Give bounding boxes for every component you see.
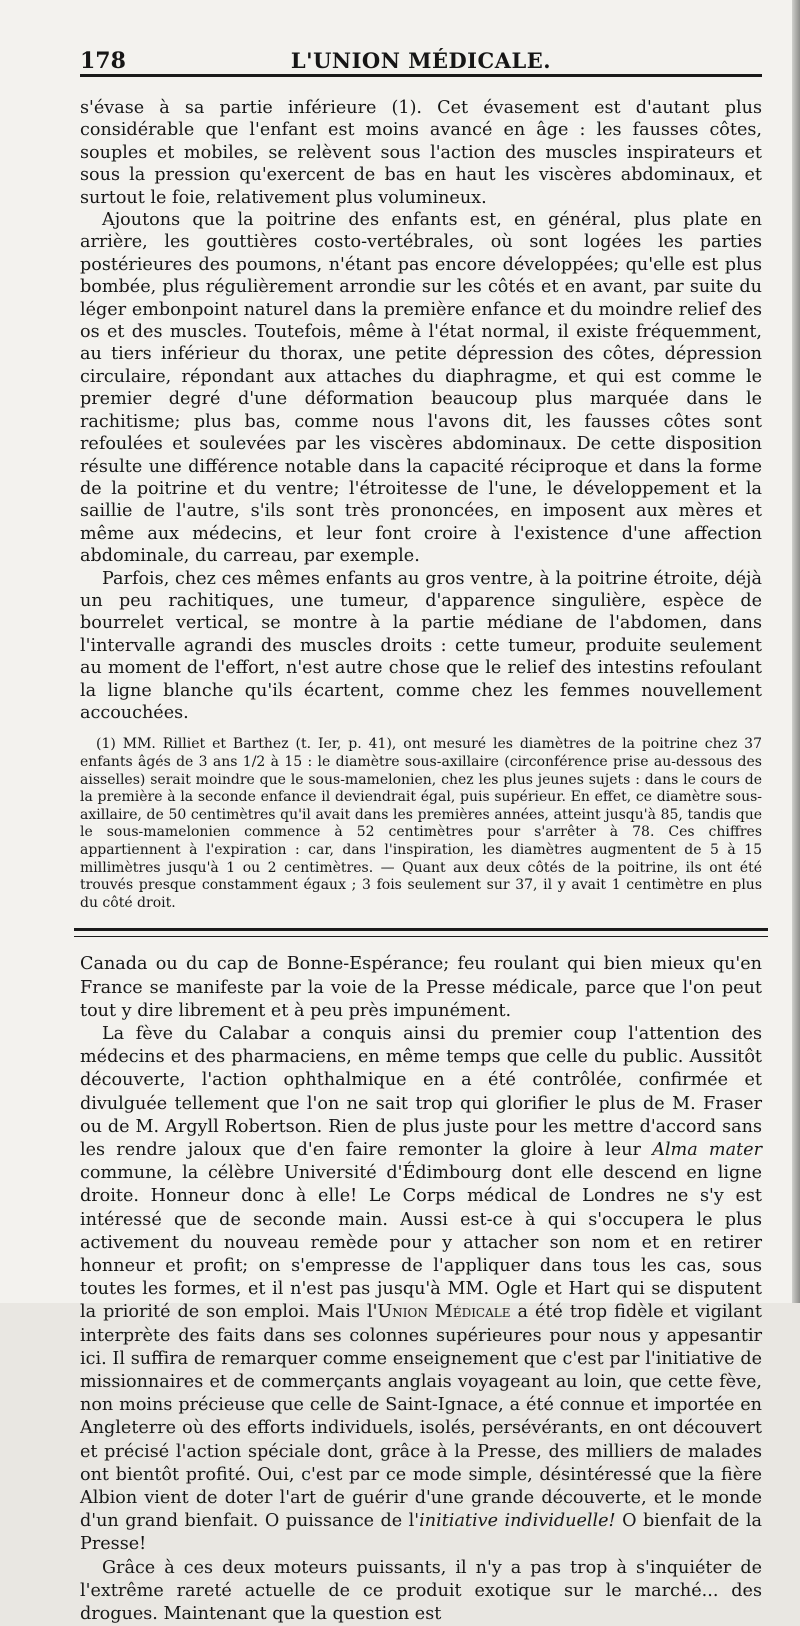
- text-run: a été trop fidèle et vigilant interprète des faits dans ses colonnes supérieures pour nous y appesantir ici. Il suffira de remarquer comme enseignement que c'est par l'initiative de missionnaires et de commerçants anglais voyageant au loin, que cette fève, non moins précieuse que celle de Saint-Ignace, a été connue et importée en Angleterre où des efforts individuels, isolés, persévérants, en ont découvert et précisé l'action spéciale dont, grâce à la Presse, des milliers de malades ont bientôt profité. Oui, c'est par ce mode simple, désintéressé que la fière Albion vient de doter l'art de guérir d'une grande découverte, et le monde d'un grand bienfait. O puissance de l': [80, 1302, 762, 1532]
- page-number: 178: [80, 48, 126, 74]
- text-run: commune, la célèbre Université d'Édimbourg dont elle descend en ligne droite. Honneur donc à elle! Le Corps médical de Londres ne s'y est intéressé que de seconde main. Aussi est-ce à qui s'occupera le plus activement du nouveau remède pour y attacher son nom et en retirer honneur et profit; on s'empresse de l'appliquer dans tous les cas, sous toutes les formes, et il n'est pas jusqu'à MM. Ogle et Hart qui se disputent la priorité de son emploi. Mais l': [80, 1163, 762, 1323]
- feuilleton-paragraph: Grâce à ces deux moteurs puissants, il n'y a pas trop à s'inquiéter de l'extrême rareté actuelle de ce produit exotique sur le marché... des drogues. Maintenant que la question est: [80, 1557, 762, 1624]
- text-run: La fève du Calabar a conquis ainsi du premier coup l'attention des médecins et des pharmaciens, en même temps que celle du public. Aussitôt découverte, l'action ophthalmique en a été contrôlée, confirmée et divulguée tellement que l'on ne sait trop qui glorifier le plus de M. Fraser ou de M. Argyll Robertson. Rien de plus juste pour les mettre d'accord sans les rendre jaloux que d'en faire remonter la gloire à leur: [80, 1023, 762, 1160]
- article-paragraph: Parfois, chez ces mêmes enfants au gros ventre, à la poitrine étroite, déjà un peu rachitiques, une tumeur, d'apparence singulière, espèce de bourrelet vertical, se montre à la partie médiane de l'abdomen, dans l'intervalle agrandi des muscles droits : cette tumeur, produite seulement au moment de l'effort, n'est autre chose que le relief des intestins refoulant la ligne blanche qu'ils écartent, comme chez les femmes nouvellement accouchées.: [80, 568, 762, 723]
- page-edge: [792, 0, 800, 1303]
- article-body: [80, 97, 762, 724]
- article-paragraph: Ajoutons que la poitrine des enfants est, en général, plus plate en arrière, les gouttières costo-vertébrales, où sont logées les parties postérieures des poumons, n'étant pas encore développées; qu'elle est plus bombée, plus régulièrement arrondie sur les côtés et en avant, par suite du léger embonpoint naturel dans la première enfance et du moindre relief des os et des muscles. Toutefois, même à l'état normal, il existe fréquemment, au tiers inférieur du thorax, une petite dépression des côtes, dépression circulaire, répondant aux attaches du diaphragme, et qui est comme le premier degré d'une déformation beaucoup plus marquée dans le rachitisme; plus bas, comme nous l'avons dit, les fausses côtes sont refoulées et soulevées par les viscères abdominaux. De cette disposition résulte une différence notable dans la capacité réciproque et dans la forme de la poitrine et du ventre; l'étroitesse de l'une, le développement et la saillie de l'autre, s'ils sont très prononcées, en imposent aux mères et même aux médecins, et leur font croire à l'existence d'une affection abdominale, du carreau, par exemple.: [80, 210, 762, 567]
- article-paragraph: s'évase à sa partie inférieure (1). Cet évasement est d'autant plus considérable que l'enfant est moins avancé en âge : les fausses côtes, souples et mobiles, se relèvent sous l'action des muscles inspirateurs et sous la pression qu'exercent de bas en haut les viscères abdominaux, et surtout le foie, relativement plus volumineux.: [80, 98, 762, 208]
- page-header: [80, 40, 762, 77]
- text-run: O bienfait de la Presse!: [80, 1511, 763, 1555]
- feuilleton-paragraph: Canada ou du cap de Bonne-Espérance; feu roulant qui bien mieux qu'en France se manifeste par la voie de la Presse médicale, parce que l'on peut tout y dire librement et à peu près impunément.: [80, 954, 762, 1021]
- footnote-text: (1) MM. Rilliet et Barthez (t. Ier, p. 41), ont mesuré les diamètres de la poitrine chez 37 enfants âgés de 3 ans 1/2 à 15 : le diamètre sous-axillaire (circonférence prise au-dessous des aisselles) serait moindre que le sous-mamelonien, chez les plus jeunes sujets : dans le cours de la première à la seconde enfance il deviendrait égal, puis supérieur. En effet, ce diamètre sous-axillaire, de 50 centimètres qu'il avait dans les premières années, atteint jusqu'à 85, tandis que le sous-mamelonien commence à 52 centimètres pour s'arrêter à 78. Ces chiffres appartiennent à l'expiration : car, dans l'inspiration, les diamètres augmentent de 5 à 15 millimètres jusqu'à 1 ou 2 centimètres. — Quant aux deux côtés de la poitrine, ils ont été trouvés presque constamment égaux ; 3 fois seulement sur 37, il y avait 1 centimètre en plus du côté droit.: [80, 736, 762, 911]
- footnote: [80, 736, 762, 912]
- running-title: L'UNION MÉDICALE.: [290, 48, 552, 73]
- feuilleton: [80, 953, 762, 1626]
- alma-mater-italic: Alma mater: [652, 1139, 762, 1160]
- feuilleton-separator: [74, 928, 768, 937]
- initiative-italic: initiative individuelle!: [419, 1511, 616, 1532]
- journal-name: Union Médicale: [377, 1302, 511, 1323]
- feuilleton-paragraph: [80, 1023, 762, 1557]
